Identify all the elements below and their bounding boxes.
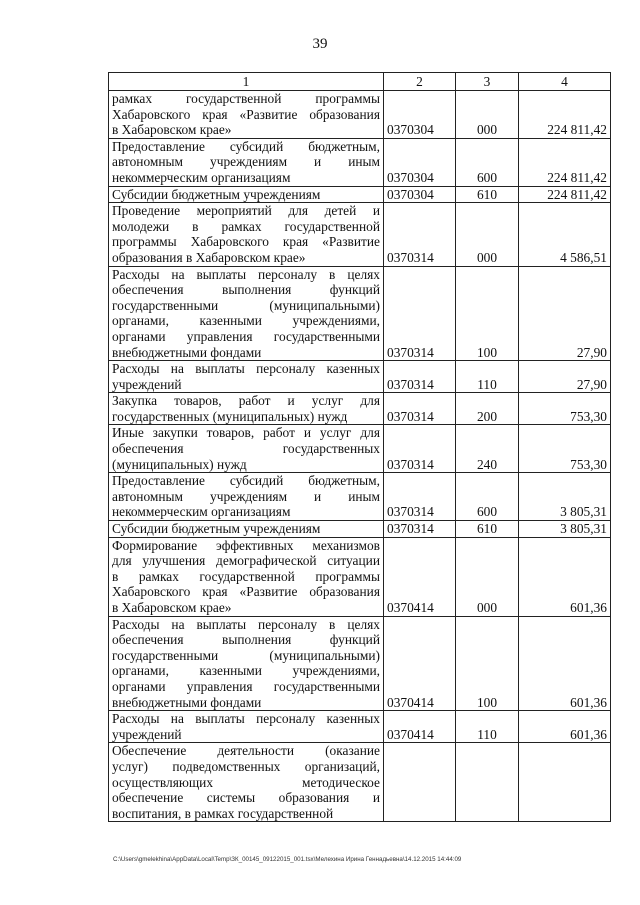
description-line: Предоставление субсидий бюджетным, [112,138,380,154]
description-line: услуг) подведомственных организаций, [112,758,380,774]
table-body [109,91,611,822]
description-line: автономным учреждениям и иным [112,154,380,170]
row-description [109,473,384,521]
row-code: 0370414 [384,537,456,616]
description-line: молодежи в рамках государственной [112,218,380,234]
row-expense-type: 000 [456,203,519,266]
description-line: обеспечения выполнения функций [112,632,380,648]
description-line: внебюджетными фондами [112,694,262,710]
description-line: внебюджетными фондами [112,344,262,360]
row-description [109,91,384,139]
description-line: органами, казенными учреждениями, [112,663,380,679]
row-description [109,138,384,186]
row-amount: 27,90 [519,266,611,361]
row-description [109,743,384,822]
row-expense-type: 110 [456,361,519,393]
row-expense-type: 100 [456,616,519,711]
row-expense-type: 600 [456,473,519,521]
description-line: Расходы на выплаты персоналу в целях [112,616,380,632]
description-line: для улучшения демографической ситуации [112,553,380,569]
description-line: в рамках государственной программы [112,568,380,584]
row-expense-type: 200 [456,393,519,425]
table-row [109,266,611,361]
row-code: 0370314 [384,393,456,425]
row-code: 0370314 [384,203,456,266]
row-code: 0370304 [384,186,456,203]
header-col-4: 4 [519,73,611,91]
description-line: органами управления государственными [112,678,380,694]
description-line: Расходы на выплаты персоналу в целях [112,266,380,282]
row-description [109,711,384,743]
description-line: образования в Хабаровском крае» [112,249,306,265]
table-row [109,361,611,393]
row-expense-type: 100 [456,266,519,361]
table-row [109,616,611,711]
table-row [109,473,611,521]
row-description [109,521,384,538]
table-row [109,203,611,266]
row-code: 0370314 [384,361,456,393]
row-amount: 601,36 [519,616,611,711]
page-number: 39 [312,36,328,52]
header-col-3: 3 [456,73,519,91]
row-code: 0370314 [384,425,456,473]
table-row [109,393,611,425]
row-amount: 224 811,42 [519,138,611,186]
description-line: осуществляющих методическое [112,774,380,790]
row-amount: 601,36 [519,711,611,743]
description-line: органами, казенными учреждениями, [112,313,380,329]
row-expense-type: 600 [456,138,519,186]
table-header-row [109,73,611,91]
description-line: в Хабаровском крае» [112,122,232,138]
row-expense-type: 000 [456,91,519,139]
description-line: в Хабаровском крае» [112,600,232,615]
table-row [109,743,611,822]
description-line: органами управления государственными [112,328,380,344]
row-code: 0370314 [384,521,456,538]
row-amount: 27,90 [519,361,611,393]
description-line: обеспечения выполнения функций [112,282,380,298]
description-line: автономным учреждениям и иным [112,488,380,504]
description-line: учреждений [112,726,182,742]
row-code: 0370304 [384,138,456,186]
table-row [109,521,611,538]
table-row [109,91,611,139]
row-code: 0370304 [384,91,456,139]
row-expense-type: 110 [456,711,519,743]
description-line: Хабаровского края «Развитие образования [112,584,380,600]
row-code: 0370314 [384,266,456,361]
row-expense-type [456,743,519,822]
description-line: обеспечения государственных [112,441,380,457]
description-line: некоммерческим организациям [112,504,291,520]
row-amount: 3 805,31 [519,473,611,521]
description-line: Расходы на выплаты персоналу казенных [112,361,380,377]
table-row [109,186,611,203]
header-col-2: 2 [384,73,456,91]
description-line: Иные закупки товаров, работ и услуг для [112,425,380,441]
row-amount: 601,36 [519,537,611,616]
row-expense-type: 610 [456,186,519,203]
description-line: Хабаровского края «Развитие образования [112,106,380,122]
header-col-1: 1 [109,73,384,91]
row-description [109,186,384,203]
description-line: (муниципальных) нужд [112,456,247,472]
row-amount: 224 811,42 [519,91,611,139]
description-line: некоммерческим организациям [112,169,291,185]
row-description [109,616,384,711]
description-line: Субсидии бюджетным учреждениям [112,186,321,202]
description-line: Проведение мероприятий для детей и [112,203,380,219]
description-line: государственных (муниципальных) нужд [112,408,348,424]
description-line: государственными (муниципальными) [112,297,380,313]
row-code: 0370314 [384,473,456,521]
row-description [109,361,384,393]
description-line: Расходы на выплаты персоналу казенных [112,711,380,727]
row-description [109,537,384,616]
table-row [109,711,611,743]
row-description [109,203,384,266]
description-line: Субсидии бюджетным учреждениям [112,521,321,537]
row-amount [519,743,611,822]
description-line: государственными (муниципальными) [112,647,380,663]
row-description [109,425,384,473]
row-amount: 753,30 [519,425,611,473]
row-code: 0370414 [384,616,456,711]
file-path-footer: C:\Users\gmelekhina\AppData\Local\Temp\ЗК_00145_09122015_001.tsx\Мелехина Ирина Геннадьевна\14.12.2015 14:44:09 [113,856,462,863]
description-line: воспитания, в рамках государственной [112,805,334,821]
row-expense-type: 240 [456,425,519,473]
table-row [109,537,611,616]
row-amount: 753,30 [519,393,611,425]
description-line: Формирование эффективных механизмов [112,537,380,553]
table-row [109,425,611,473]
row-amount: 4 586,51 [519,203,611,266]
row-code [384,743,456,822]
row-code: 0370414 [384,711,456,743]
description-line: учреждений [112,376,182,392]
budget-table [108,72,611,822]
row-amount: 3 805,31 [519,521,611,538]
row-description [109,266,384,361]
description-line: Закупка товаров, работ и услуг для [112,393,380,409]
description-line: Обеспечение деятельности (оказание [112,743,380,759]
row-expense-type: 610 [456,521,519,538]
row-expense-type: 000 [456,537,519,616]
description-line: программы Хабаровского края «Развитие [112,234,380,250]
description-line: Предоставление субсидий бюджетным, [112,473,380,489]
row-description [109,393,384,425]
description-line: рамках государственной программы [112,91,380,106]
table-row [109,138,611,186]
row-amount: 224 811,42 [519,186,611,203]
description-line: обеспечение системы образования и [112,790,380,806]
